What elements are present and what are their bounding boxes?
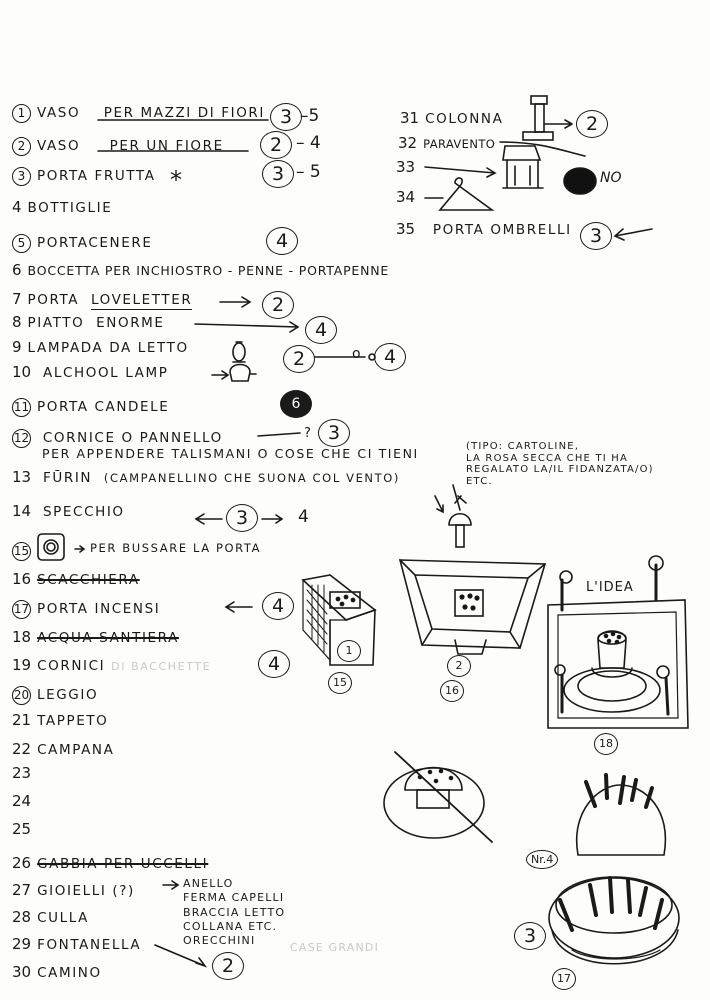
rating-range: – 5 (296, 162, 321, 182)
list-item: 21 TAPPETO (12, 711, 109, 729)
list-item: 32 PARAVENTO (398, 134, 496, 152)
list-item: 11 PORTA CANDELE (13, 399, 170, 415)
list-item: 35 PORTA OMBRELLI (396, 220, 572, 238)
rating-range: – 4 (296, 133, 321, 153)
sketch-label: 17 (552, 968, 576, 990)
rating-range: –5 (300, 106, 320, 126)
sketch-label: 15 (328, 672, 352, 694)
sketch-label: 18 (594, 733, 618, 755)
no-mark: NO (600, 170, 622, 186)
rating-circle: 2 (283, 345, 315, 373)
list-item: 9 LAMPADA DA LETTO (12, 338, 189, 356)
list-item: 16 SCACCHIERA (12, 570, 140, 588)
jewelry-list: ANELLO FERMA CAPELLI BRACCIA LETTO COLLANA ETC. ORECCHINI (183, 877, 286, 948)
list-item: 27 GIOIELLI (?) (12, 881, 135, 899)
rating-circle: 3 (262, 160, 294, 188)
rating-circle: 2 (260, 131, 292, 159)
rating-circle: 4 (262, 592, 294, 620)
list-item: 20 LEGGIO (13, 687, 99, 703)
list-item: 10 ALCHOOL LAMP (12, 363, 169, 381)
rating-circle: 3 (514, 922, 546, 950)
sketch-label: Nr.4 (526, 850, 558, 869)
list-item: 34 (396, 188, 416, 206)
sketch-inner-number: 1 (337, 640, 361, 662)
list-item: 2 VASO PER UN FIORE (12, 137, 224, 156)
sketch-inner-number: 2 (447, 655, 471, 677)
or-text: o (352, 346, 361, 362)
rating-circle-filled: 6 (280, 390, 312, 418)
list-item: 24 (12, 792, 32, 810)
list-item: 3 PORTA FRUTTA (12, 167, 156, 186)
rating-circle: 3 (580, 222, 612, 250)
list-item: 17 PORTA INCENSI (13, 601, 161, 617)
list-item: 8 PIATTO ENORME (12, 313, 165, 331)
rating-alt: 4 (298, 507, 309, 527)
question-mark: ? (304, 426, 311, 441)
list-item: 30 CAMINO (12, 963, 102, 981)
list-item: 26 GABBIA PER UCCELLI (12, 854, 209, 872)
list-item: 15 PER BUSSARE LA PORTA (12, 542, 37, 561)
rating-circle: 4 (374, 343, 406, 371)
list-item-line2: PER APPENDERE TALISMANI O COSE CHE CI TIENI (42, 446, 419, 461)
rating-circle: 3 (318, 419, 350, 447)
list-item: 33 (396, 158, 416, 176)
rating-circle: 4 (258, 650, 290, 678)
rating-circle: 3 (270, 103, 302, 131)
list-item: 5 PORTACENERE (12, 234, 152, 253)
list-item: 23 (12, 764, 32, 782)
list-item: 13 FŪRIN (CAMPANELLINO CHE SUONA COL VENTO) (12, 468, 400, 486)
rating-circle: 4 (305, 316, 337, 344)
list-item: 7 PORTA LOVELETTER (12, 290, 193, 308)
faint-note: CASE GRANDI (290, 941, 380, 954)
list-item: 18 ACQUA SANTIERA (12, 628, 179, 646)
list-item: 29 FONTANELLA (12, 935, 142, 953)
list-item: 28 CULLA (12, 908, 89, 926)
list-item: 19 CORNICI DI BACCHETTE (12, 656, 212, 674)
rating-circle: 3 (226, 504, 258, 532)
rating-circle: 4 (266, 227, 298, 255)
sketch-title: L'IDEA (586, 580, 634, 595)
list-item: 4 BOTTIGLIE (12, 198, 113, 216)
list-item: 22 CAMPANA (12, 740, 115, 758)
rating-circle: 2 (212, 952, 244, 980)
list-item: 12 CORNICE O PANNELLO (13, 430, 223, 446)
rating-circle: 2 (576, 110, 608, 138)
list-item: 25 (12, 820, 32, 838)
star-mark: * (170, 166, 182, 194)
sketch-label: 16 (440, 680, 464, 702)
rating-circle: 2 (262, 291, 294, 319)
list-item: 6 BOCCETTA PER INCHIOSTRO - PENNE - PORTAPENNE (12, 261, 390, 279)
side-note: (TIPO: CARTOLINE, LA ROSA SECCA CHE TI HA REGALATO LA/IL FIDANZATA/O) ETC. (466, 441, 654, 487)
list-item: 1 VASO PER MAZZI DI FIORI (12, 104, 265, 123)
list-item: 31 COLONNA (400, 109, 504, 127)
list-item: 14 SPECCHIO (12, 502, 125, 520)
